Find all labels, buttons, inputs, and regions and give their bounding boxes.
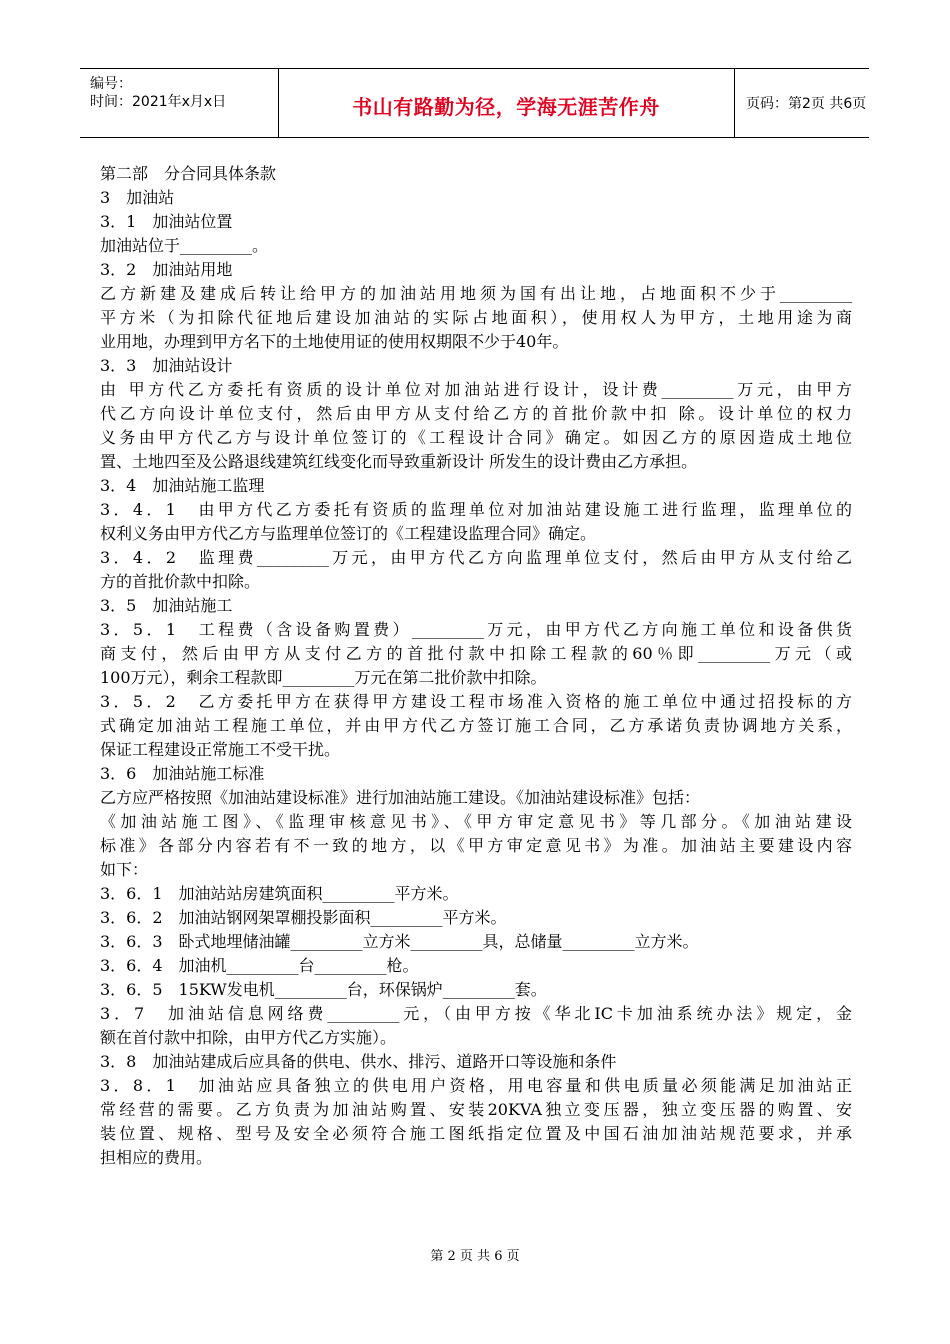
body-line: 方的首批价款中扣除。 xyxy=(100,572,261,591)
page-footer: 第 2 页 共 6 页 xyxy=(430,1249,520,1264)
body-line: 3．6．5 15KW发电机_________台，环保锅炉_________套。 xyxy=(100,980,547,999)
body-line: 3．3 加油站设计 xyxy=(100,356,233,375)
body-line: 义务由甲方代乙方与设计单位签订的《工程设计合同》确定。如因乙方的原因造成土地位 xyxy=(100,428,852,447)
body-line: 由 甲方代乙方委托有资质的设计单位对加油站进行设计，设计费_________万元，由甲方 xyxy=(100,380,852,399)
body-line: 加油站位于_________。 xyxy=(100,236,269,255)
body-line: 《加油站施工图》、《监理审核意见书》、《甲方审定意见书》等几部分。《加油站建设 xyxy=(100,812,852,831)
date-label: 时间：2021年x月x日 xyxy=(90,94,227,110)
body-line: 乙方应严格按照《加油站建设标准》进行加油站施工建设。《加油站建设标准》包括： xyxy=(100,788,701,807)
body-line: 3．1 加油站位置 xyxy=(100,212,233,231)
body-line: 代乙方向设计单位支付，然后由甲方从支付给乙方的首批价款中扣 除。设计单位的权力 xyxy=(100,404,852,423)
body-line: 乙方新建及建成后转让给甲方的加油站用地须为国有出让地，占地面积不少于_________ xyxy=(100,284,852,303)
body-line: 担相应的费用。 xyxy=(100,1148,213,1167)
serial-number-label: 编号： xyxy=(90,76,132,92)
body-line: 3．6．4 加油机_________台_________枪。 xyxy=(100,956,419,975)
body-line: 装位置、规格、型号及安全必须符合施工图纸指定位置及中国石油加油站规范要求，并承 xyxy=(100,1124,852,1143)
body-line: 第二部 分合同具体条款 xyxy=(100,164,277,183)
body-line: 3．5．2 乙方委托甲方在获得甲方建设工程市场准入资格的施工单位中通过招投标的方 xyxy=(100,692,852,711)
body-line: 权利义务由甲方代乙方与监理单位签订的《工程建设监理合同》确定。 xyxy=(100,524,597,543)
body-line: 3．5．1 工程费（含设备购置费）_________万元，由甲方代乙方向施工单位和设备供货 xyxy=(100,620,852,639)
header-page-info: 页码：第2页 共6页 xyxy=(746,96,867,112)
body-line: 3．8 加油站建成后应具备的供电、供水、排污、道路开口等设施和条件 xyxy=(100,1052,617,1071)
contract-body xyxy=(100,162,852,1170)
body-line: 业用地，办理到甲方名下的土地使用证的使用权期限不少于40年。 xyxy=(100,332,569,351)
body-line: 置、土地四至及公路退线建筑红线变化而导致重新设计 所发生的设计费由乙方承担。 xyxy=(100,452,698,471)
header-page-cell xyxy=(734,69,869,137)
body-line: 3．2 加油站用地 xyxy=(100,260,233,279)
body-line: 商支付，然后由甲方从支付乙方的首批付款中扣除工程款的60％即_________万元（或 xyxy=(100,644,852,663)
body-line: 3．6 加油站施工标准 xyxy=(100,764,265,783)
body-line: 保证工程建设正常施工不受干扰。 xyxy=(100,740,341,759)
page-header xyxy=(80,68,869,138)
body-line: 3 加油站 xyxy=(100,188,175,207)
body-line: 常经营的需要。乙方负责为加油站购置、安装20KVA独立变压器，独立变压器的购置、安 xyxy=(100,1100,852,1119)
body-line: 3．5 加油站施工 xyxy=(100,596,233,615)
body-line: 式确定加油站工程施工单位，并由甲方代乙方签订施工合同，乙方承诺负责协调地方关系， xyxy=(100,716,852,735)
body-line: 3．4．2 监理费_________万元，由甲方代乙方向监理单位支付，然后由甲方从支付给乙 xyxy=(100,548,852,567)
body-line: 3．6．2 加油站钢网架罩棚投影面积_________平方米。 xyxy=(100,908,507,927)
body-line: 100万元），剩余工程款即_________万元在第二批价款中扣除。 xyxy=(100,668,547,687)
body-line: 3．7 加油站信息网络费_________元，（由甲方按《华北IC卡加油系统办法》规定，金 xyxy=(100,1004,852,1023)
body-line: 3．8．1 加油站应具备独立的供电用户资格，用电容量和供电质量必须能满足加油站正 xyxy=(100,1076,852,1095)
header-motto: 书山有路勤为径，学海无涯苦作舟 xyxy=(352,95,660,119)
header-meta-cell xyxy=(80,69,279,137)
body-line: 标准》各部分内容若有不一致的地方，以《甲方审定意见书》为准。加油站主要建设内容 xyxy=(100,836,852,855)
body-line: 如下： xyxy=(100,860,149,879)
header-motto-cell xyxy=(278,69,735,137)
body-line: 额在首付款中扣除，由甲方代乙方实施）。 xyxy=(100,1028,397,1047)
body-line: 3．4 加油站施工监理 xyxy=(100,476,265,495)
body-line: 3．6．3 卧式地埋储油罐_________立方米_________具，总储量_________立方米。 xyxy=(100,932,699,951)
body-line: 平方米（为扣除代征地后建设加油站的实际占地面积），使用权人为甲方，土地用途为商 xyxy=(100,308,852,327)
body-line: 3．4．1 由甲方代乙方委托有资质的监理单位对加油站建设施工进行监理，监理单位的 xyxy=(100,500,852,519)
body-line: 3．6．1 加油站站房建筑面积_________平方米。 xyxy=(100,884,459,903)
